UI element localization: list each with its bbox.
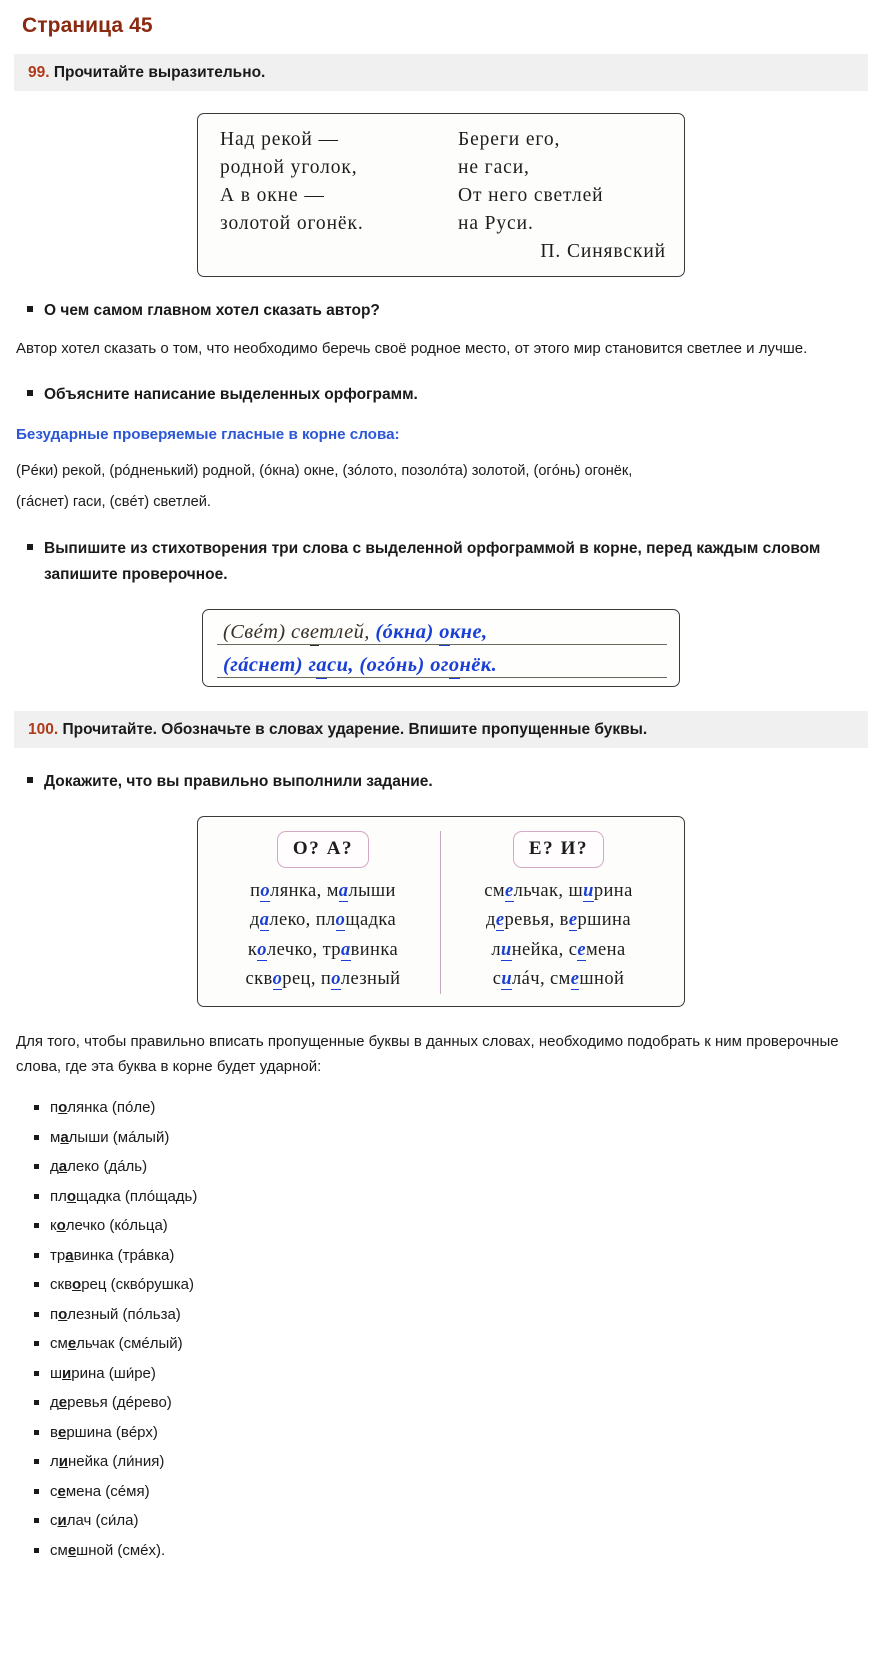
- plain-text: льчак, ш: [513, 881, 584, 902]
- plain-text: винка (трáвка): [73, 1246, 175, 1264]
- plain-text: Над р: [220, 129, 272, 151]
- plain-text: щадка (плóщадь): [76, 1187, 198, 1205]
- highlighted-letter: и: [583, 881, 594, 902]
- plain-text: шной (смéх).: [76, 1541, 166, 1559]
- poem-column-right: [458, 126, 668, 238]
- handwriting-segment: нёк.: [459, 653, 498, 676]
- handwriting-container: [0, 609, 882, 687]
- plain-text: рина (ши́ре): [71, 1364, 156, 1382]
- plain-text: кне, (зóлото, позолóта) з: [311, 463, 479, 480]
- highlighted-letter: о: [478, 463, 487, 480]
- words-column-right: [441, 831, 676, 994]
- handwriting-marked-letter: о: [449, 654, 460, 679]
- highlighted-letter: а: [65, 1246, 74, 1264]
- rule-examples-line-1: [0, 459, 882, 484]
- answer-list-item: [34, 1418, 882, 1448]
- highlighted-letter: е: [57, 1482, 66, 1500]
- plain-text: лыши (мáлый): [68, 1128, 170, 1146]
- question-item-3: [0, 536, 882, 586]
- highlighted-letter: о: [230, 157, 241, 179]
- answer-list-item: [34, 1388, 882, 1418]
- plain-text: (гáснет) г: [16, 494, 78, 511]
- bullet-square-icon: [27, 390, 33, 396]
- plain-text: шной: [579, 968, 625, 989]
- highlighted-letter: о: [331, 968, 341, 989]
- plain-text: рец, п: [282, 968, 332, 989]
- plain-text: лянка (пóле): [67, 1099, 156, 1117]
- handwriting-line-2: [217, 649, 667, 682]
- handwriting-text-1: [223, 621, 487, 644]
- words-tag-right: Е? И?: [513, 831, 604, 868]
- plain-text: леко, пл: [269, 910, 336, 931]
- plain-text: той, (огóнь) ог: [502, 463, 598, 480]
- highlighted-letter: е: [70, 463, 79, 480]
- handwriting-segment: (гáснет) г: [223, 653, 317, 676]
- plain-text: лезный (пóльза): [67, 1305, 181, 1323]
- words-column-left: [206, 831, 441, 994]
- highlighted-letter: о: [228, 213, 239, 234]
- answer-list-item: [34, 1182, 882, 1212]
- highlighted-letter: е: [577, 939, 586, 960]
- handwriting-segment: тлей,: [319, 620, 376, 643]
- plain-text: (Рéки) р: [16, 463, 71, 480]
- words-box: [197, 816, 685, 1007]
- plain-text: тр: [50, 1246, 66, 1264]
- highlighted-letter: е: [495, 910, 505, 931]
- words-row: [206, 877, 440, 906]
- highlighted-letter: о: [72, 1276, 82, 1294]
- plain-text: лáч, см: [512, 968, 571, 989]
- plain-text: с: [492, 968, 502, 989]
- highlighted-letter: о: [66, 1187, 77, 1205]
- plain-text: лечко, тр: [266, 939, 341, 960]
- highlighted-letter: о: [56, 1217, 66, 1235]
- plain-text: щадка: [345, 910, 397, 931]
- highlighted-letter: о: [315, 213, 327, 234]
- highlighted-letter: е: [58, 1394, 68, 1412]
- plain-text: з: [220, 213, 229, 234]
- handwriting-marked-letter: е: [310, 621, 319, 646]
- question-text-100-1: Докажите, что вы правильно выполнили задание.: [44, 773, 433, 791]
- poem-column-left: [220, 126, 458, 238]
- words-box-container: [0, 816, 882, 1007]
- rule-title: Безударные проверяемые гласные в корне слова:: [16, 426, 400, 444]
- handwriting-segment: (Свéт) св: [223, 620, 310, 643]
- plain-text: на Руси.: [458, 213, 534, 234]
- plain-text: ревья, в: [504, 910, 569, 931]
- plain-text: скв: [50, 1276, 73, 1294]
- question-item-2: [0, 382, 882, 407]
- highlighted-letter: е: [271, 129, 282, 151]
- poem-line: [220, 182, 458, 210]
- highlighted-letter: а: [493, 157, 504, 179]
- poem-line: [458, 154, 668, 182]
- answer-list-item: [34, 1536, 882, 1566]
- highlighted-letter: и: [57, 1512, 67, 1530]
- plain-text: л: [486, 463, 495, 480]
- plain-text: лечко (кóльца): [65, 1217, 168, 1235]
- plain-text: тлей: [563, 185, 604, 207]
- poem-author: П. Синявский: [540, 240, 666, 262]
- plain-text: лыши: [348, 881, 396, 902]
- plain-text: лянка, м: [270, 881, 339, 902]
- poem-box: [197, 113, 685, 276]
- highlighted-letter: е: [570, 968, 580, 989]
- closing-paragraph: Для того, чтобы правильно вписать пропущенные буквы в данных словах, необходимо подобрать к ним проверочные слова, где эта буква в корне будет ударной:: [16, 1033, 839, 1076]
- highlighted-letter: о: [256, 185, 268, 207]
- answer-list-item: [34, 1477, 882, 1507]
- plain-text: ш: [50, 1364, 63, 1382]
- answer-list-item: [34, 1329, 882, 1359]
- plain-text: кне —: [267, 185, 325, 207]
- poem-line: [458, 126, 668, 154]
- plain-text: р: [220, 157, 231, 179]
- poem-columns: [220, 126, 668, 238]
- plain-text: леко (дáль): [67, 1158, 148, 1176]
- answer-text-1: Автор хотел сказать о том, что необходимо беречь своё родное место, от этого мир становится светлее и лучше.: [16, 339, 808, 357]
- plain-text: см: [484, 881, 506, 902]
- plain-text: пл: [50, 1187, 67, 1205]
- highlighted-letter: и: [58, 1453, 68, 1471]
- plain-text: д: [486, 910, 496, 931]
- highlighted-letter: а: [58, 1158, 68, 1176]
- highlighted-letter: а: [60, 1128, 69, 1146]
- plain-text: ревья (дéрево): [67, 1394, 172, 1412]
- poem-line: [458, 210, 668, 238]
- highlighted-letter: о: [272, 968, 283, 989]
- words-row: [206, 906, 440, 935]
- highlighted-letter: о: [494, 463, 503, 480]
- plain-text: ршина: [577, 910, 631, 931]
- plain-text: п: [50, 1099, 59, 1117]
- highlighted-letter: и: [501, 939, 512, 960]
- plain-text: п: [250, 881, 261, 902]
- page-title: Страница 45: [22, 14, 153, 37]
- plain-text: винка: [350, 939, 399, 960]
- handwriting-line-1: [217, 616, 667, 649]
- highlighted-letter: и: [62, 1364, 72, 1382]
- task-number-99: 99.: [28, 64, 50, 81]
- answer-list-item: [34, 1270, 882, 1300]
- plain-text: л: [50, 1453, 59, 1471]
- plain-text: см: [50, 1335, 68, 1353]
- plain-text: дной, (óкна): [218, 463, 304, 480]
- task-number-100: 100.: [28, 720, 59, 738]
- handwriting-marked-letter: а: [316, 654, 327, 679]
- poem-line: [220, 154, 458, 182]
- bullet-square-icon: [27, 306, 33, 312]
- plain-text: см: [50, 1541, 68, 1559]
- plain-text: нейка (ли́ния): [68, 1453, 165, 1471]
- highlighted-letter: е: [568, 910, 578, 931]
- highlighted-letter: о: [58, 1099, 68, 1117]
- question-text-1: О чем самом главном хотел сказать автор?: [44, 301, 380, 319]
- plain-text: с: [50, 1482, 58, 1500]
- highlighted-letter: о: [58, 1305, 68, 1323]
- answer-list-item: [34, 1506, 882, 1536]
- plain-text: с: [50, 1512, 58, 1530]
- plain-text: д: [50, 1394, 59, 1412]
- words-row: [441, 877, 676, 906]
- words-row: [441, 936, 676, 965]
- plain-text: А в: [220, 185, 257, 207]
- plain-text: си,: [503, 157, 530, 179]
- highlighted-letter: а: [338, 881, 349, 902]
- words-row: [206, 965, 440, 994]
- highlighted-letter: е: [553, 185, 564, 207]
- answer-list-item: [34, 1447, 882, 1477]
- plain-text: тлей.: [175, 494, 211, 511]
- plain-text: к: [247, 939, 258, 960]
- plain-text: скв: [245, 968, 273, 989]
- question-item-100-1: [0, 769, 882, 794]
- plain-text: си, (свéт) св: [86, 494, 169, 511]
- plain-text: нёк.: [326, 213, 364, 234]
- answer-list-item: [34, 1211, 882, 1241]
- plain-text: в: [50, 1423, 58, 1441]
- highlighted-letter: о: [335, 910, 346, 931]
- bullet-square-icon: [27, 777, 33, 783]
- words-row: [206, 936, 440, 965]
- plain-text: мена (сéмя): [65, 1482, 150, 1500]
- plain-text: м: [50, 1128, 61, 1146]
- plain-text: д: [50, 1158, 59, 1176]
- plain-text: л: [491, 939, 502, 960]
- answer-list-item: [34, 1241, 882, 1271]
- highlighted-letter: о: [597, 463, 606, 480]
- answer-list-item: [34, 1300, 882, 1330]
- plain-text: не г: [458, 157, 494, 179]
- plain-text: д: [249, 910, 260, 931]
- question-text-2: Объясните написание выделенных орфограмм.: [44, 386, 418, 404]
- highlighted-letter: о: [303, 463, 312, 480]
- question-text-3: Выпишите из стихотворения три слова с выделенной орфограммой в корне, перед каждым словом запишите проверочное.: [44, 540, 821, 583]
- plain-text: мена: [585, 939, 626, 960]
- answer-list-item: [34, 1359, 882, 1389]
- highlighted-letter: о: [260, 881, 271, 902]
- words-row: [441, 906, 676, 935]
- words-row: [441, 965, 676, 994]
- plain-text: к: [50, 1217, 57, 1235]
- highlighted-letter: е: [67, 1335, 77, 1353]
- answers-list: [0, 1093, 882, 1565]
- poem-line: [458, 182, 668, 210]
- highlighted-letter: е: [505, 881, 514, 902]
- highlighted-letter: и: [501, 968, 513, 989]
- words-rows-left: [206, 877, 440, 994]
- highlighted-letter: е: [57, 1423, 67, 1441]
- task-instruction-99: Прочитайте выразительно.: [53, 64, 266, 81]
- plain-text: рина: [593, 881, 633, 902]
- handwriting-segment: кне,: [449, 620, 488, 643]
- highlighted-letter: о: [257, 939, 267, 960]
- poem-container: [0, 113, 882, 276]
- words-tag-left: О? А?: [277, 831, 369, 868]
- plain-text: От него св: [458, 185, 554, 207]
- plain-text: лотой ог: [238, 213, 316, 234]
- rule-examples-line-2: [0, 490, 882, 515]
- handwriting-text-2: [223, 654, 497, 677]
- plain-text: кой, (рóдненький) р: [78, 463, 211, 480]
- bullet-square-icon: [27, 544, 33, 550]
- highlighted-letter: е: [168, 494, 176, 511]
- plain-text: дной уголок,: [240, 157, 358, 179]
- handwriting-box: [202, 609, 680, 687]
- plain-text: лезный: [340, 968, 401, 989]
- handwriting-segment: (óкна): [375, 620, 440, 643]
- plain-text: ршина (вéрх): [66, 1423, 158, 1441]
- highlighted-letter: а: [259, 910, 270, 931]
- plain-text: нёк,: [605, 463, 633, 480]
- task-header-99: [14, 54, 868, 91]
- task-header-100: [14, 711, 868, 748]
- highlighted-letter: а: [340, 939, 351, 960]
- plain-text: рец (сквóрушка): [81, 1276, 194, 1294]
- handwriting-segment: си, (огóнь) ог: [327, 653, 449, 676]
- poem-line: [220, 210, 458, 238]
- highlighted-letter: о: [210, 463, 219, 480]
- plain-text: Береги его,: [458, 129, 561, 151]
- plain-text: лач (си́ла): [66, 1512, 139, 1530]
- words-rows-right: [441, 877, 676, 994]
- answer-list-item: [34, 1152, 882, 1182]
- plain-text: нейка, с: [511, 939, 578, 960]
- answer-list-item: [34, 1093, 882, 1123]
- handwriting-marked-letter: о: [439, 621, 450, 646]
- highlighted-letter: е: [67, 1541, 77, 1559]
- task-instruction-100: Прочитайте. Обозначьте в словах ударение. Впишите пропущенные буквы.: [62, 720, 648, 738]
- plain-text: льчак (смéлый): [76, 1335, 183, 1353]
- plain-text: п: [50, 1305, 59, 1323]
- plain-text: кой —: [281, 129, 339, 151]
- highlighted-letter: а: [77, 494, 87, 511]
- poem-line: [220, 126, 458, 154]
- answer-list-item: [34, 1123, 882, 1153]
- question-item-1: [0, 298, 882, 323]
